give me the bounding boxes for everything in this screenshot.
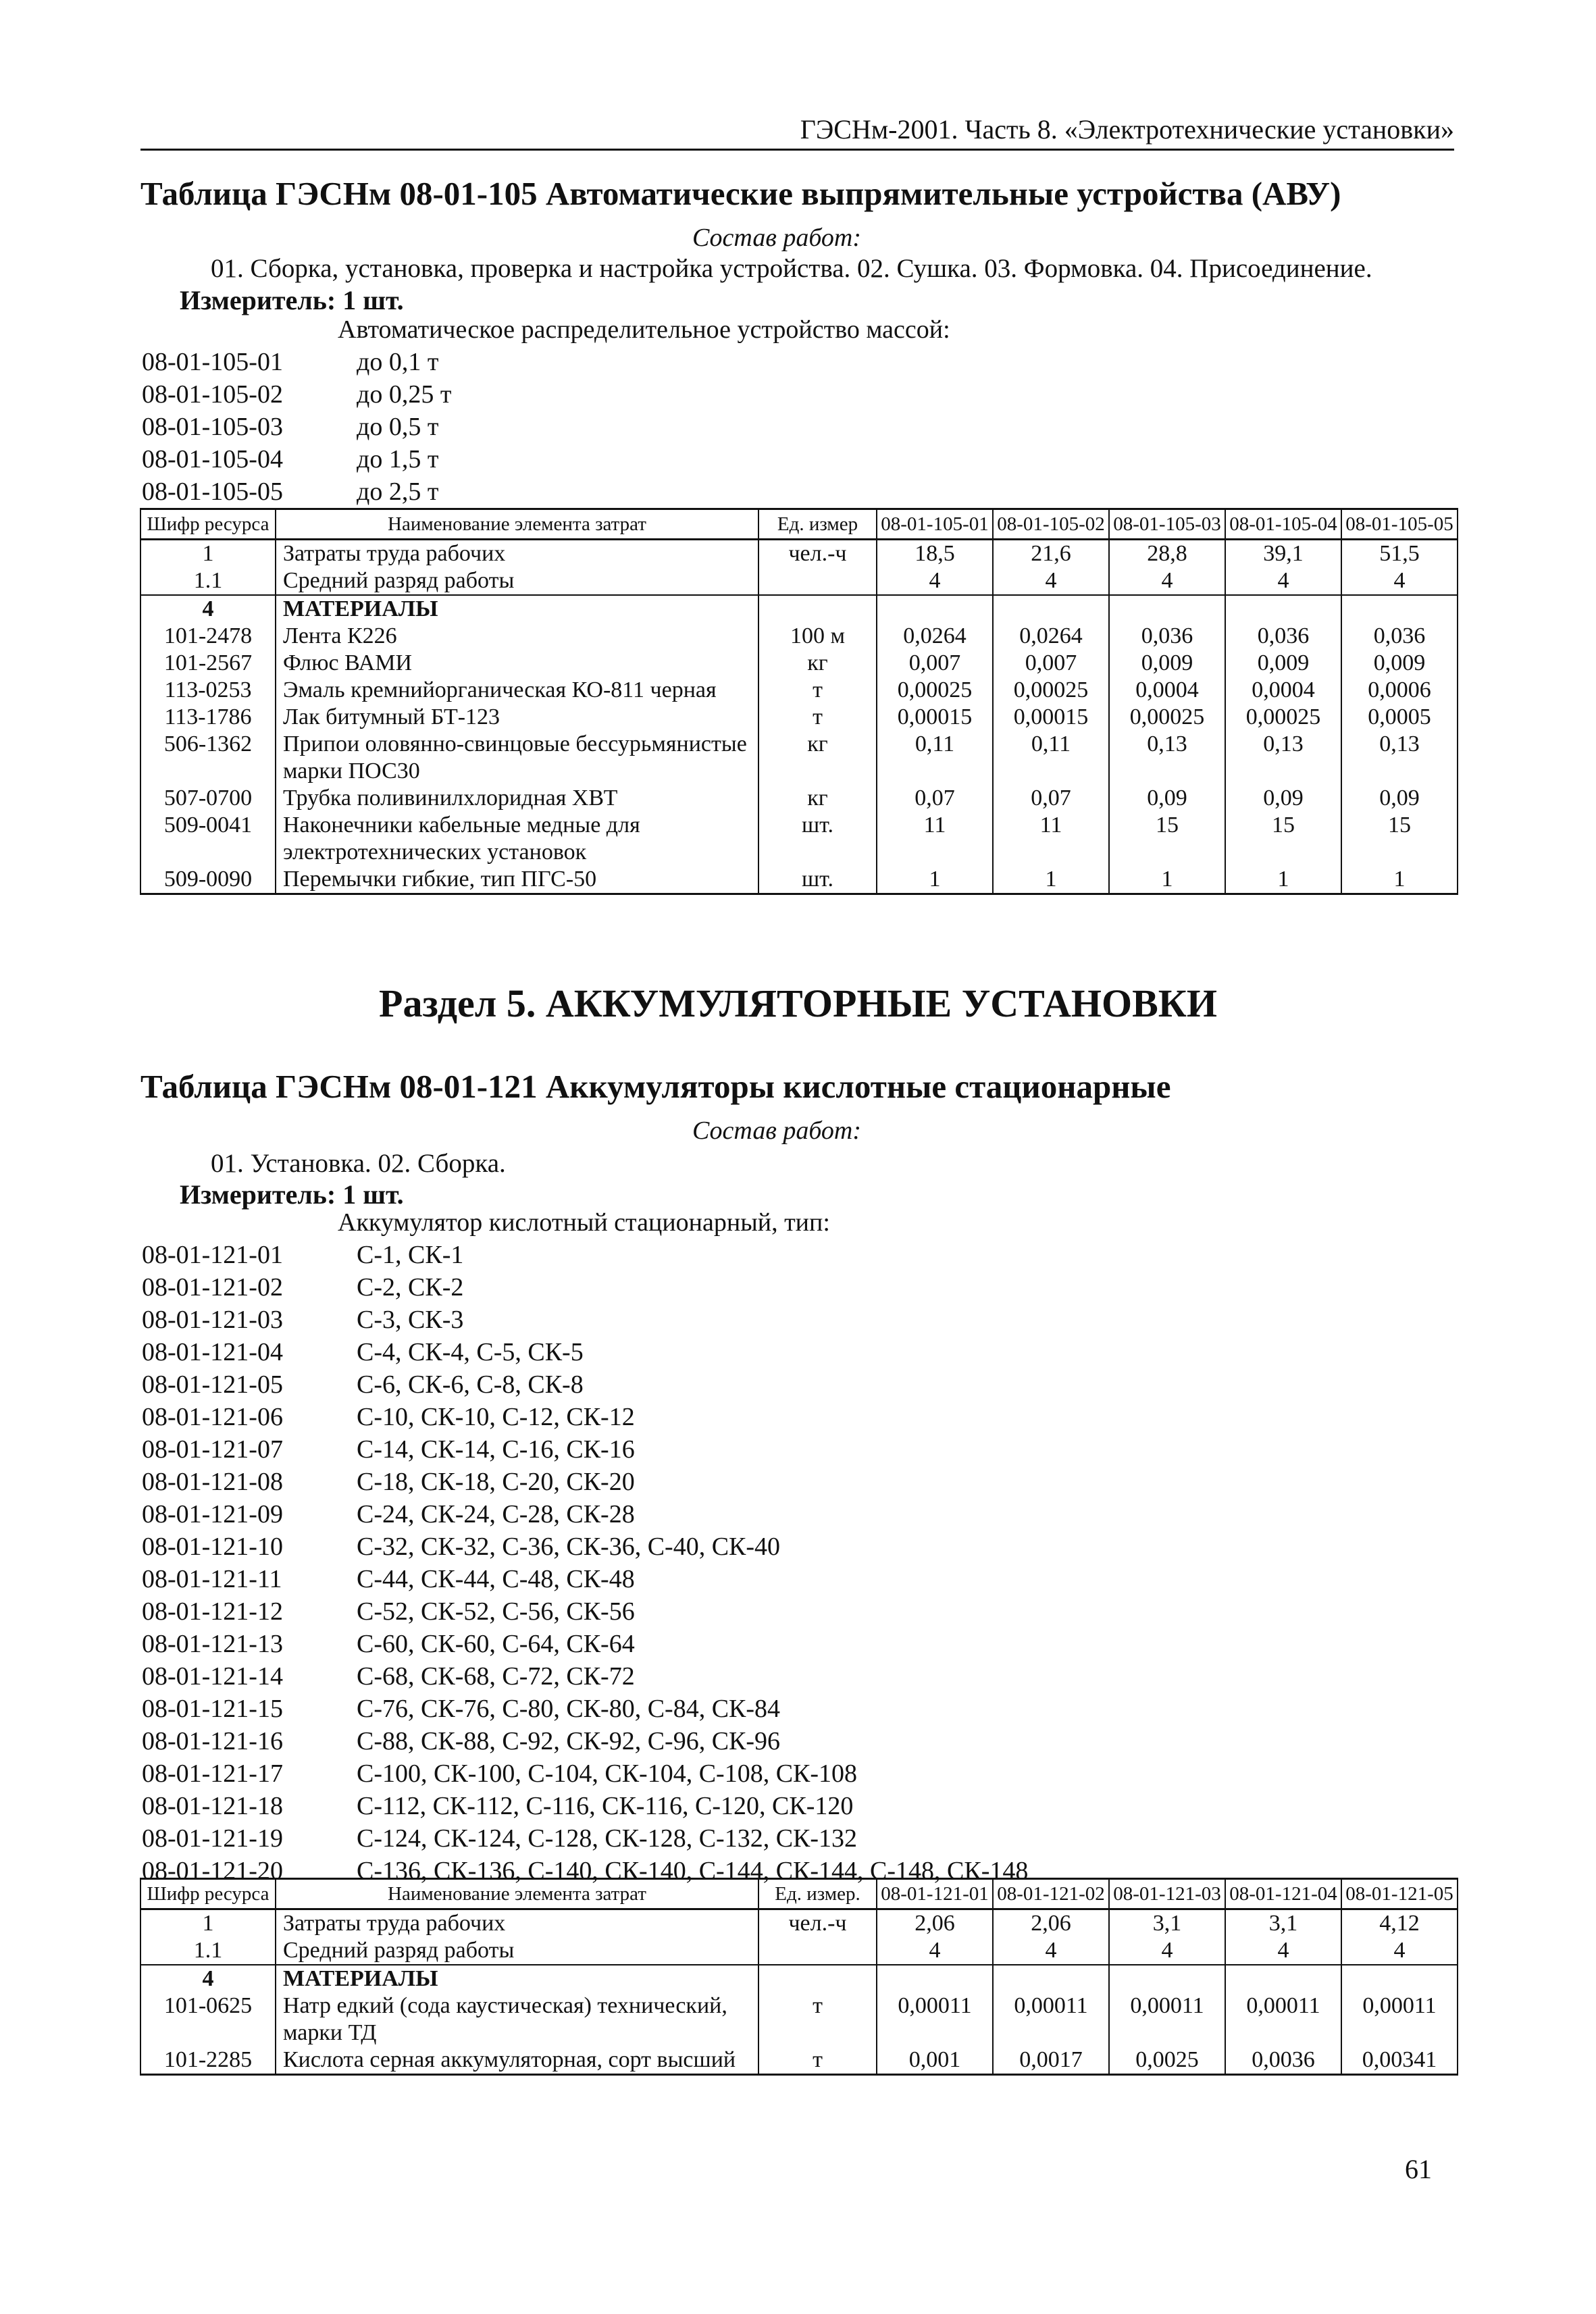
cell-value: 1	[877, 866, 993, 894]
cell-value: 3,1	[1109, 1909, 1225, 1938]
header-col: 08-01-105-04	[1225, 509, 1341, 540]
item-code: 08-01-121-09	[142, 1500, 283, 1528]
header-name: Наименование элемента затрат	[276, 509, 758, 540]
cell-name: Средний разряд работы	[276, 567, 758, 595]
cell-value: 0,036	[1341, 623, 1458, 650]
list-item	[142, 1304, 1028, 1336]
list-item	[142, 1660, 1028, 1693]
cell-value: 0,001	[877, 2047, 993, 2075]
cell-value: 0,09	[1109, 785, 1225, 812]
item-code: 08-01-121-18	[142, 1792, 283, 1820]
item-desc: до 0,5 т	[357, 413, 439, 441]
item-code: 08-01-121-11	[142, 1565, 282, 1593]
table-row	[140, 866, 1458, 894]
cell-value: 0,07	[993, 785, 1109, 812]
item-desc: С-100, СК-100, С-104, СК-104, С-108, СК-108	[357, 1759, 858, 1788]
item-desc: С-32, СК-32, С-36, СК-36, С-40, СК-40	[357, 1533, 781, 1561]
table-row	[140, 1937, 1458, 1965]
cell-value: 0,00011	[993, 1992, 1109, 2047]
item-desc: до 0,25 т	[357, 380, 452, 409]
list-item	[142, 1466, 1028, 1498]
cell-value: 4	[1109, 1937, 1225, 1965]
cell-name: Эмаль кремнийорганическая КО-811 черная	[276, 677, 758, 704]
cell-unit	[758, 567, 877, 595]
table-row	[140, 2047, 1458, 2075]
cell-value: 0,0017	[993, 2047, 1109, 2075]
cell-value: 15	[1341, 812, 1458, 866]
item-code: 08-01-121-19	[142, 1824, 283, 1853]
item-code: 08-01-121-12	[142, 1597, 283, 1626]
cell-value: 0,13	[1341, 731, 1458, 785]
cell-code: 101-0625	[140, 1992, 276, 2047]
cell-unit: чел.-ч	[758, 1909, 877, 1938]
cell-value: 0,009	[1109, 650, 1225, 677]
cell-unit	[758, 1937, 877, 1965]
cell-value: 0,0006	[1341, 677, 1458, 704]
cell-name: Кислота серная аккумуляторная, сорт высший	[276, 2047, 758, 2075]
table2-item-list-heading: Аккумулятор кислотный стационарный, тип:	[338, 1208, 830, 1237]
cell-value: 0,0264	[993, 623, 1109, 650]
cell-code: 101-2285	[140, 2047, 276, 2075]
cell-value: 0,13	[1225, 731, 1341, 785]
list-item	[142, 1433, 1028, 1466]
cell-unit: т	[758, 2047, 877, 2075]
item-desc: до 0,1 т	[357, 348, 439, 376]
cell-value: 0,0005	[1341, 704, 1458, 731]
cell-code: 1.1	[140, 1937, 276, 1965]
cell-value: 1	[1225, 866, 1341, 894]
table-row	[140, 567, 1458, 595]
item-desc: С-68, СК-68, С-72, СК-72	[357, 1662, 635, 1691]
cell-value: 4	[1225, 1937, 1341, 1965]
item-desc: С-6, СК-6, С-8, СК-8	[357, 1370, 584, 1399]
header-col: 08-01-105-01	[877, 509, 993, 540]
item-code: 08-01-121-16	[142, 1727, 283, 1755]
cell-code: 113-0253	[140, 677, 276, 704]
cell-value: 0,007	[877, 650, 993, 677]
cell-value: 1	[1109, 866, 1225, 894]
cell-value: 4	[1225, 567, 1341, 595]
cell-value: 4	[993, 567, 1109, 595]
table1-item-list	[142, 313, 950, 508]
item-code: 08-01-121-07	[142, 1435, 283, 1464]
cell-name: МАТЕРИАЛЫ	[276, 595, 758, 623]
list-item	[142, 1498, 1028, 1531]
list-item	[142, 1531, 1028, 1563]
list-item	[142, 411, 950, 443]
header-col: 08-01-121-04	[1225, 1879, 1341, 1909]
cell-value: 0,0036	[1225, 2047, 1341, 2075]
item-code: 08-01-105-05	[142, 478, 283, 506]
cell-value: 0,036	[1109, 623, 1225, 650]
cell-value	[1225, 1965, 1341, 1992]
header-code: Шифр ресурса	[140, 1879, 276, 1909]
cell-code: 101-2567	[140, 650, 276, 677]
cell-value: 51,5	[1341, 540, 1458, 568]
item-desc: С-14, СК-14, С-16, СК-16	[357, 1435, 635, 1464]
cell-value: 4	[993, 1937, 1109, 1965]
cell-name: Лак битумный БТ-123	[276, 704, 758, 731]
cell-value: 0,00011	[1225, 1992, 1341, 2047]
cell-name: Наконечники кабельные медные для электротехнических установок	[276, 812, 758, 866]
cell-value: 0,0004	[1109, 677, 1225, 704]
item-desc: С-4, СК-4, С-5, СК-5	[357, 1338, 584, 1366]
item-code: 08-01-105-02	[142, 380, 283, 409]
table1-meter: Измеритель: 1 шт.	[180, 285, 404, 315]
cell-unit: шт.	[758, 866, 877, 894]
table-header-row	[140, 509, 1458, 540]
page-number: 61	[1405, 2154, 1432, 2184]
cell-name: Затраты труда рабочих	[276, 1909, 758, 1938]
cell-value: 0,0264	[877, 623, 993, 650]
table2-work-caption: Состав работ:	[692, 1116, 862, 1145]
cell-value: 0,00025	[993, 677, 1109, 704]
cell-value: 0,0025	[1109, 2047, 1225, 2075]
header-code: Шифр ресурса	[140, 509, 276, 540]
cell-value: 1	[993, 866, 1109, 894]
header-unit: Ед. измер.	[758, 1879, 877, 1909]
list-item	[142, 378, 950, 411]
cell-value: 28,8	[1109, 540, 1225, 568]
table-row	[140, 595, 1458, 623]
table-row	[140, 623, 1458, 650]
table1-work-text: 01. Сборка, установка, проверка и настройка устройства. 02. Сушка. 03. Формовка. 04. Присоединение.	[211, 254, 1372, 283]
item-desc: С-76, СК-76, С-80, СК-80, С-84, СК-84	[357, 1695, 781, 1723]
cell-name: МАТЕРИАЛЫ	[276, 1965, 758, 1992]
list-item	[142, 1757, 1028, 1790]
list-item	[142, 1628, 1028, 1660]
cell-code: 1.1	[140, 567, 276, 595]
list-item	[142, 1336, 1028, 1368]
cell-value: 0,00341	[1341, 2047, 1458, 2075]
cell-unit: т	[758, 677, 877, 704]
cell-value: 0,009	[1341, 650, 1458, 677]
cell-value: 0,09	[1225, 785, 1341, 812]
item-desc: С-136, СК-136, С-140, СК-140, С-144, СК-144, С-148, СК-148	[357, 1857, 1029, 1885]
header-name: Наименование элемента затрат	[276, 1879, 758, 1909]
cell-name: Припои оловянно-свинцовые бессурьмянистые марки ПОС30	[276, 731, 758, 785]
table2-resource-table	[140, 1878, 1458, 2076]
cell-value: 11	[993, 812, 1109, 866]
cell-value: 3,1	[1225, 1909, 1341, 1938]
cell-code: 113-1786	[140, 704, 276, 731]
cell-value: 0,036	[1225, 623, 1341, 650]
item-code: 08-01-121-01	[142, 1241, 283, 1269]
cell-name: Затраты труда рабочих	[276, 540, 758, 568]
cell-name: Флюс ВАМИ	[276, 650, 758, 677]
list-item	[142, 1693, 1028, 1725]
cell-value	[1225, 595, 1341, 623]
header-col: 08-01-105-02	[993, 509, 1109, 540]
cell-code: 509-0090	[140, 866, 276, 894]
cell-unit	[758, 595, 877, 623]
table2-item-list	[142, 1206, 1028, 1887]
cell-value: 0,00025	[1225, 704, 1341, 731]
cell-code: 1	[140, 1909, 276, 1938]
list-item	[142, 1239, 1028, 1271]
cell-name: Лента К226	[276, 623, 758, 650]
cell-value: 4	[1341, 1937, 1458, 1965]
list-item	[142, 1401, 1028, 1433]
item-code: 08-01-105-01	[142, 348, 283, 376]
cell-value: 0,00025	[877, 677, 993, 704]
cell-code: 507-0700	[140, 785, 276, 812]
cell-value: 0,00011	[1341, 1992, 1458, 2047]
item-code: 08-01-121-15	[142, 1695, 283, 1723]
cell-value: 11	[877, 812, 993, 866]
cell-code: 4	[140, 595, 276, 623]
cell-value: 0,0004	[1225, 677, 1341, 704]
table-row	[140, 1992, 1458, 2047]
item-code: 08-01-121-10	[142, 1533, 283, 1561]
item-code: 08-01-121-04	[142, 1338, 283, 1366]
table-row	[140, 540, 1458, 568]
cell-value: 2,06	[993, 1909, 1109, 1938]
list-item	[142, 1725, 1028, 1757]
item-desc: С-18, СК-18, С-20, СК-20	[357, 1468, 635, 1496]
item-code: 08-01-105-03	[142, 413, 283, 441]
cell-value	[1341, 595, 1458, 623]
cell-value: 39,1	[1225, 540, 1341, 568]
table-row	[140, 731, 1458, 785]
item-code: 08-01-121-05	[142, 1370, 283, 1399]
cell-name: Перемычки гибкие, тип ПГС-50	[276, 866, 758, 894]
table1-resource-table	[140, 508, 1458, 895]
item-desc: С-1, СК-1	[357, 1241, 464, 1269]
cell-value: 0,13	[1109, 731, 1225, 785]
list-item	[142, 1271, 1028, 1304]
cell-value: 0,009	[1225, 650, 1341, 677]
cell-unit: кг	[758, 785, 877, 812]
item-desc: до 2,5 т	[357, 478, 439, 506]
table-row	[140, 785, 1458, 812]
cell-name: Трубка поливинилхлоридная ХВТ	[276, 785, 758, 812]
cell-unit: 100 м	[758, 623, 877, 650]
cell-value: 0,07	[877, 785, 993, 812]
cell-value: 1	[1341, 866, 1458, 894]
cell-code: 1	[140, 540, 276, 568]
cell-name: Средний разряд работы	[276, 1937, 758, 1965]
cell-unit: т	[758, 1992, 877, 2047]
cell-value: 0,007	[993, 650, 1109, 677]
item-desc: С-88, СК-88, С-92, СК-92, С-96, СК-96	[357, 1727, 781, 1755]
item-code: 08-01-121-06	[142, 1403, 283, 1431]
cell-value: 4	[877, 1937, 993, 1965]
running-header: ГЭСНм-2001. Часть 8. «Электротехнические установки»	[800, 114, 1454, 145]
item-code: 08-01-121-03	[142, 1306, 283, 1334]
list-item	[142, 1822, 1028, 1855]
list-item	[142, 1368, 1028, 1401]
header-col: 08-01-121-03	[1109, 1879, 1225, 1909]
cell-value: 15	[1225, 812, 1341, 866]
item-code: 08-01-121-08	[142, 1468, 283, 1496]
cell-unit: кг	[758, 731, 877, 785]
cell-code: 101-2478	[140, 623, 276, 650]
item-desc: С-10, СК-10, С-12, СК-12	[357, 1403, 635, 1431]
cell-value	[1109, 595, 1225, 623]
list-item	[142, 475, 950, 508]
cell-code: 509-0041	[140, 812, 276, 866]
section-title: Раздел 5. АККУМУЛЯТОРНЫЕ УСТАНОВКИ	[379, 981, 1217, 1025]
header-col: 08-01-121-02	[993, 1879, 1109, 1909]
cell-value: 4	[1109, 567, 1225, 595]
table-row	[140, 650, 1458, 677]
cell-code: 4	[140, 1965, 276, 1992]
item-desc: С-2, СК-2	[357, 1273, 464, 1302]
header-col: 08-01-105-03	[1109, 509, 1225, 540]
cell-unit	[758, 1965, 877, 1992]
cell-value: 0,09	[1341, 785, 1458, 812]
item-desc: С-52, СК-52, С-56, СК-56	[357, 1597, 635, 1626]
table-row	[140, 704, 1458, 731]
list-item	[142, 346, 950, 378]
cell-value: 0,11	[877, 731, 993, 785]
header-col: 08-01-121-05	[1341, 1879, 1458, 1909]
header-unit: Ед. измер	[758, 509, 877, 540]
cell-value: 15	[1109, 812, 1225, 866]
cell-value: 4,12	[1341, 1909, 1458, 1938]
cell-value: 0,00015	[877, 704, 993, 731]
cell-value	[1341, 1965, 1458, 1992]
table-row	[140, 1965, 1458, 1992]
item-desc: С-44, СК-44, С-48, СК-48	[357, 1565, 635, 1593]
item-code: 08-01-121-14	[142, 1662, 283, 1691]
table2-title: Таблица ГЭСНм 08-01-121 Аккумуляторы кислотные стационарные	[140, 1068, 1171, 1105]
table-row	[140, 812, 1458, 866]
table-row	[140, 1909, 1458, 1938]
cell-value: 0,00011	[1109, 1992, 1225, 2047]
cell-value	[877, 595, 993, 623]
table-row	[140, 677, 1458, 704]
item-desc: до 1,5 т	[357, 445, 439, 473]
item-code: 08-01-121-20	[142, 1857, 283, 1885]
list-item	[142, 1790, 1028, 1822]
table1-work-caption: Состав работ:	[692, 224, 862, 252]
table1-title: Таблица ГЭСНм 08-01-105 Автоматические выпрямительные устройства (АВУ)	[140, 175, 1341, 212]
header-col: 08-01-105-05	[1341, 509, 1458, 540]
cell-value	[877, 1965, 993, 1992]
cell-unit: шт.	[758, 812, 877, 866]
cell-value: 0,00011	[877, 1992, 993, 2047]
list-item	[142, 1563, 1028, 1595]
cell-unit: чел.-ч	[758, 540, 877, 568]
cell-value: 18,5	[877, 540, 993, 568]
item-desc: С-60, СК-60, С-64, СК-64	[357, 1630, 635, 1658]
list-item	[142, 1595, 1028, 1628]
cell-value: 0,00015	[993, 704, 1109, 731]
cell-unit: кг	[758, 650, 877, 677]
table2-meter: Измеритель: 1 шт.	[180, 1179, 404, 1210]
cell-value	[1109, 1965, 1225, 1992]
item-desc: С-24, СК-24, С-28, СК-28	[357, 1500, 635, 1528]
item-desc: С-124, СК-124, С-128, СК-128, С-132, СК-132	[357, 1824, 858, 1853]
table2-work-text: 01. Установка. 02. Сборка.	[211, 1149, 506, 1178]
cell-name: Натр едкий (сода каустическая) технический, марки ТД	[276, 1992, 758, 2047]
cell-value	[993, 1965, 1109, 1992]
item-desc: С-3, СК-3	[357, 1306, 464, 1334]
cell-code: 506-1362	[140, 731, 276, 785]
cell-value	[993, 595, 1109, 623]
cell-value: 4	[1341, 567, 1458, 595]
cell-value: 2,06	[877, 1909, 993, 1938]
item-code: 08-01-121-13	[142, 1630, 283, 1658]
cell-value: 0,00025	[1109, 704, 1225, 731]
item-code: 08-01-105-04	[142, 445, 283, 473]
item-code: 08-01-121-02	[142, 1273, 283, 1302]
item-desc: С-112, СК-112, С-116, СК-116, С-120, СК-120	[357, 1792, 854, 1820]
cell-value: 21,6	[993, 540, 1109, 568]
item-code: 08-01-121-17	[142, 1759, 283, 1788]
cell-unit: т	[758, 704, 877, 731]
table-header-row	[140, 1879, 1458, 1909]
header-rule	[140, 149, 1454, 151]
table1-item-list-heading: Автоматическое распределительное устройство массой:	[338, 315, 950, 344]
list-item	[142, 443, 950, 475]
cell-value: 4	[877, 567, 993, 595]
header-col: 08-01-121-01	[877, 1879, 993, 1909]
cell-value: 0,11	[993, 731, 1109, 785]
